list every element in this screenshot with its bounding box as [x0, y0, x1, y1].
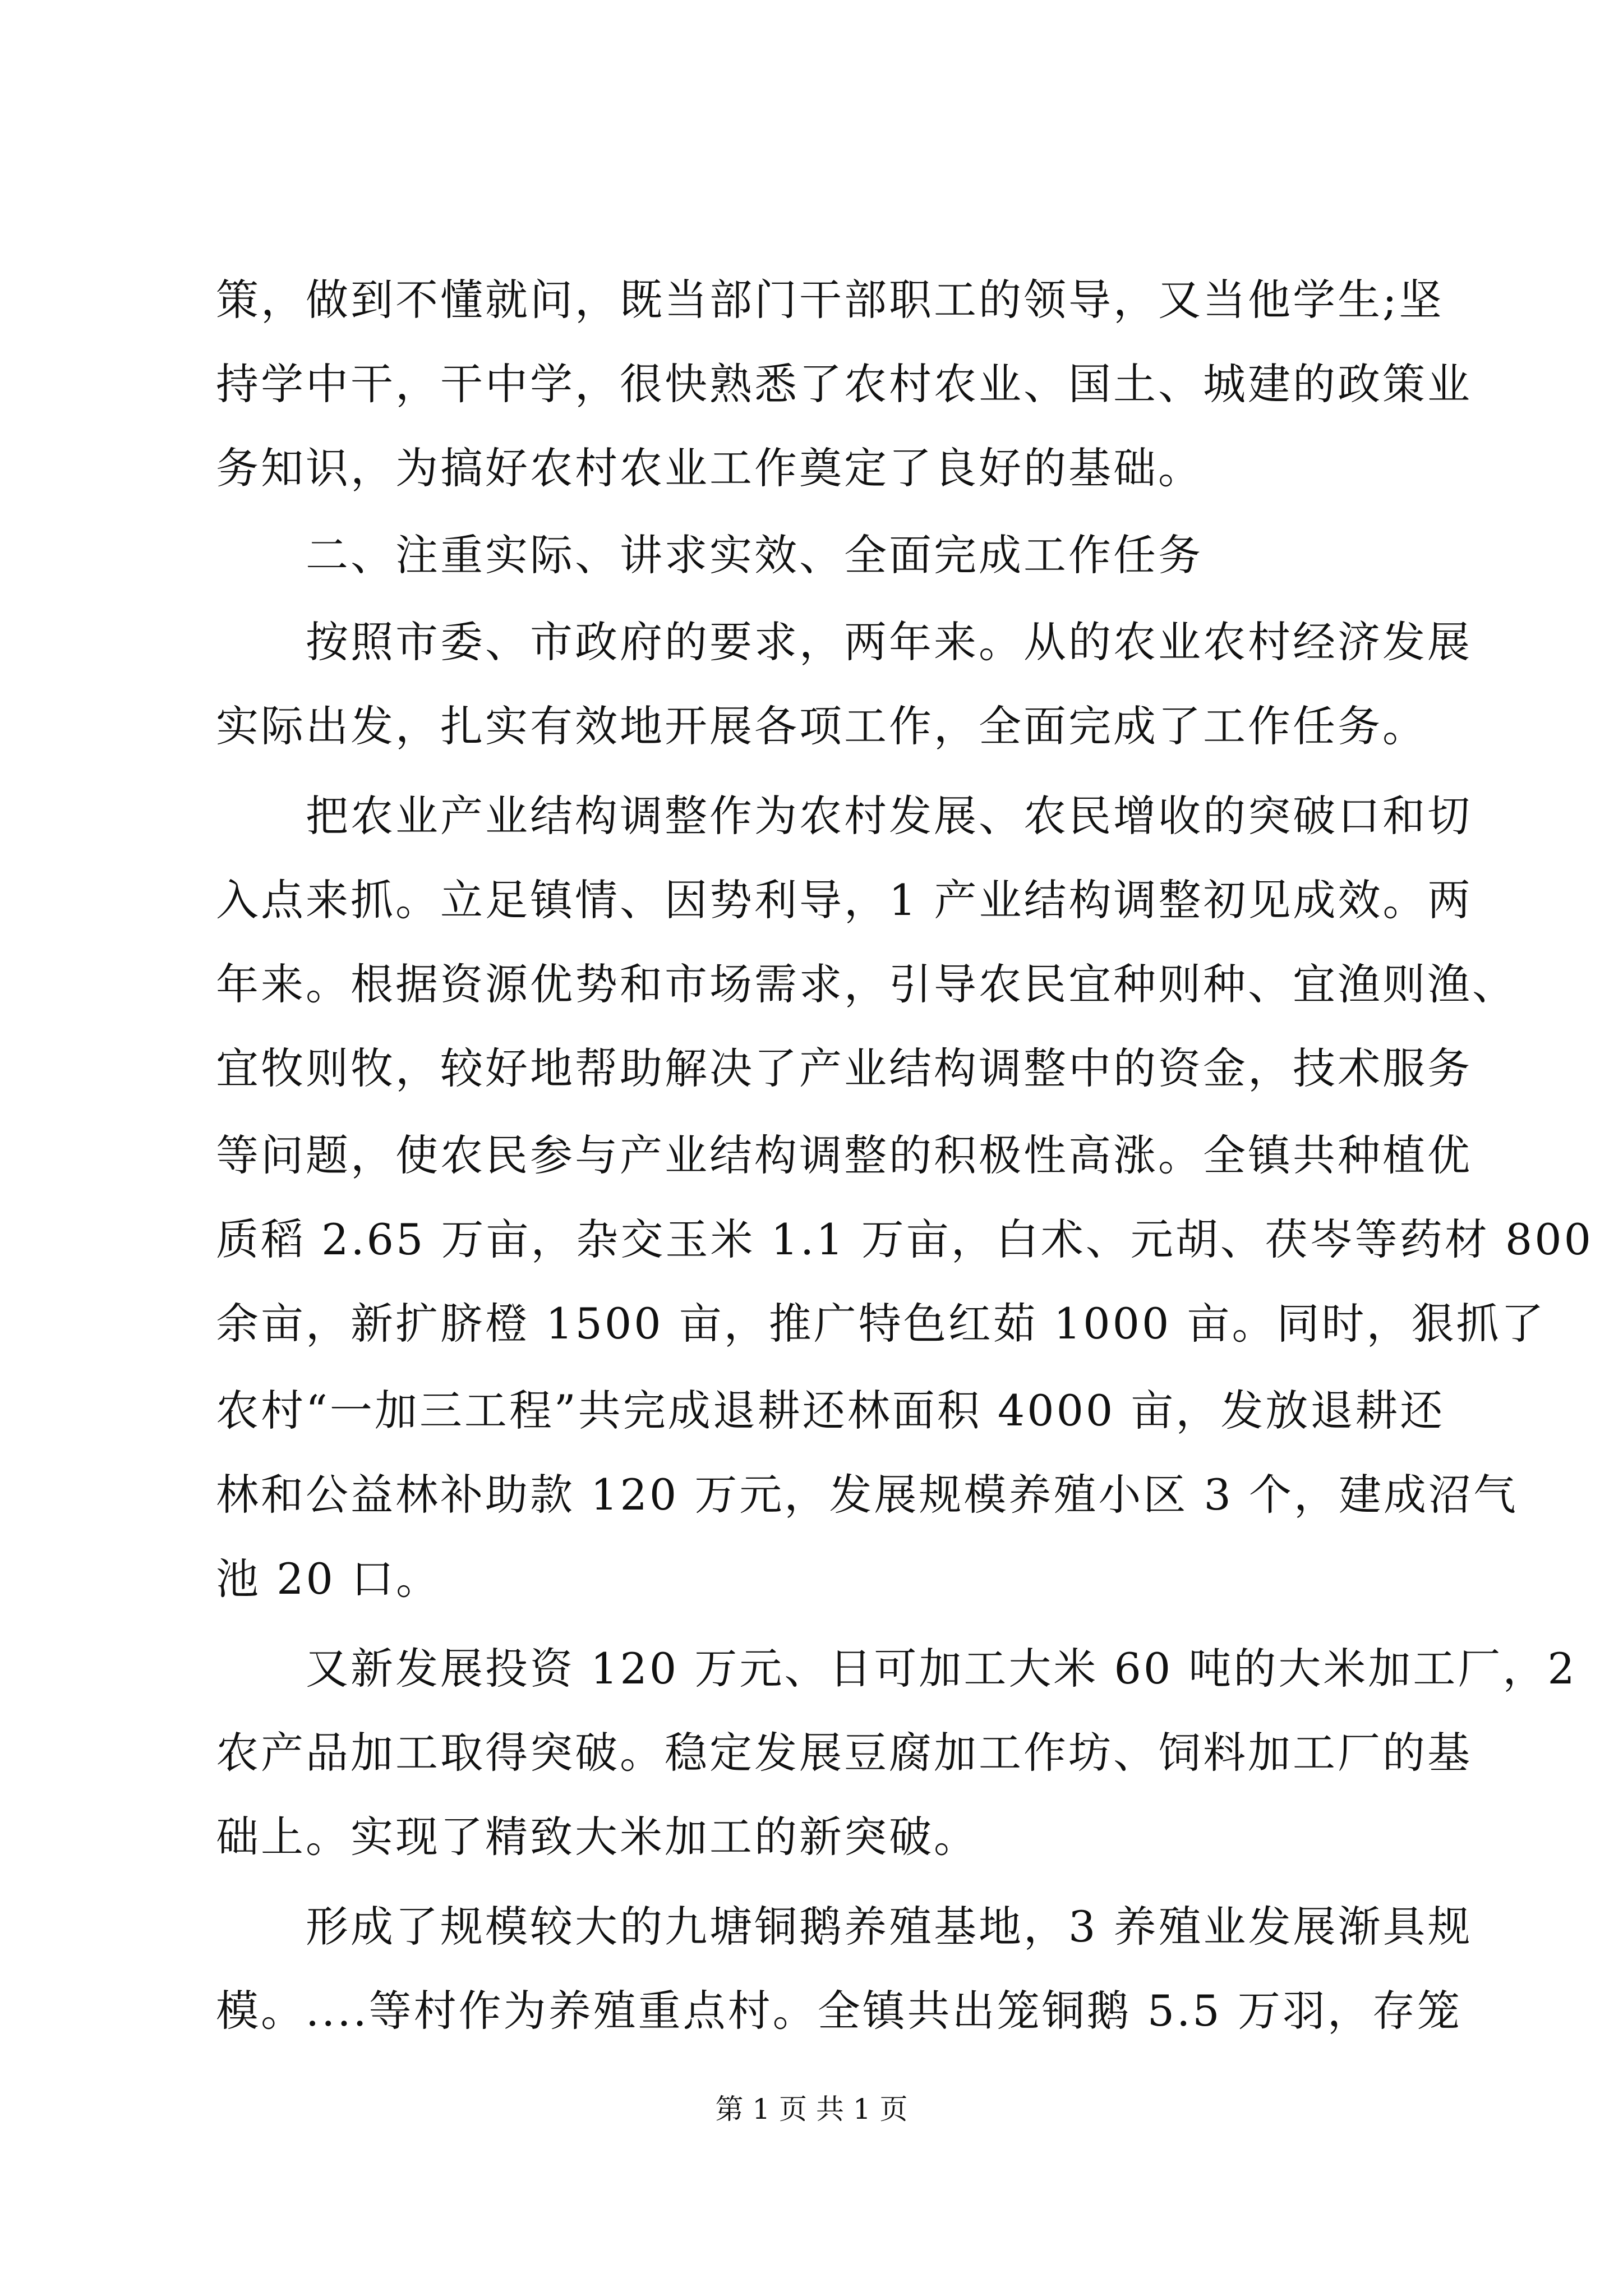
- text-line: 模。....等村作为养殖重点村。全镇共出笼铜鹅 5.5 万羽，存笼: [216, 1986, 1462, 2036]
- text-line: 务知识，为搞好农村农业工作奠定了良好的基础。: [216, 443, 1203, 493]
- text-line: 等问题，使农民参与产业结构调整的积极性高涨。全镇共种植优: [216, 1130, 1472, 1180]
- text-line: 宜牧则牧，较好地帮助解决了产业结构调整中的资金，技术服务: [216, 1043, 1472, 1093]
- text-line: 年来。根据资源优势和市场需求，引导农民宜种则种、宜渔则渔、: [216, 959, 1517, 1009]
- section-heading: 二、注重实际、讲求实效、全面完成工作任务: [216, 530, 1203, 580]
- text-line: 农村“一加三工程”共完成退耕还林面积 4000 亩，发放退耕还: [216, 1386, 1445, 1435]
- text-line: 实际出发，扎实有效地开展各项工作，全面完成了工作任务。: [216, 701, 1427, 751]
- text-line: 把农业产业结构调整作为农村发展、农民增收的突破口和切: [216, 791, 1472, 841]
- text-line: 策，做到不懂就问，既当部门干部职工的领导，又当他学生;坚: [216, 275, 1444, 325]
- text-line: 形成了规模较大的九塘铜鹅养殖基地，3 养殖业发展渐具规: [216, 1902, 1473, 1952]
- text-line: 池 20 口。: [216, 1554, 441, 1604]
- text-line: 农产品加工取得突破。稳定发展豆腐加工作坊、饲料加工厂的基: [216, 1728, 1472, 1778]
- text-line: 础上。实现了精致大米加工的新突破。: [216, 1812, 979, 1862]
- text-line: 余亩，新扩脐橙 1500 亩，推广特色红茹 1000 亩。同时，狠抓了: [216, 1299, 1546, 1349]
- text-line: 林和公益林补助款 120 万元，发展规模养殖小区 3 个，建成沼气: [216, 1470, 1519, 1520]
- text-line: 按照市委、市政府的要求，两年来。从的农业农村经济发展: [216, 617, 1472, 667]
- text-line: 持学中干，干中学，很快熟悉了农村农业、国土、城建的政策业: [216, 359, 1472, 409]
- text-line: 入点来抓。立足镇情、因势利导，1 产业结构调整初见成效。两: [216, 875, 1473, 925]
- page-number-footer: 第 1 页 共 1 页: [715, 2093, 908, 2125]
- text-line: 又新发展投资 120 万元、日可加工大米 60 吨的大米加工厂，2: [216, 1644, 1577, 1694]
- text-line: 质稻 2.65 万亩，杂交玉米 1.1 万亩，白术、元胡、茯岑等药材 800: [216, 1214, 1593, 1264]
